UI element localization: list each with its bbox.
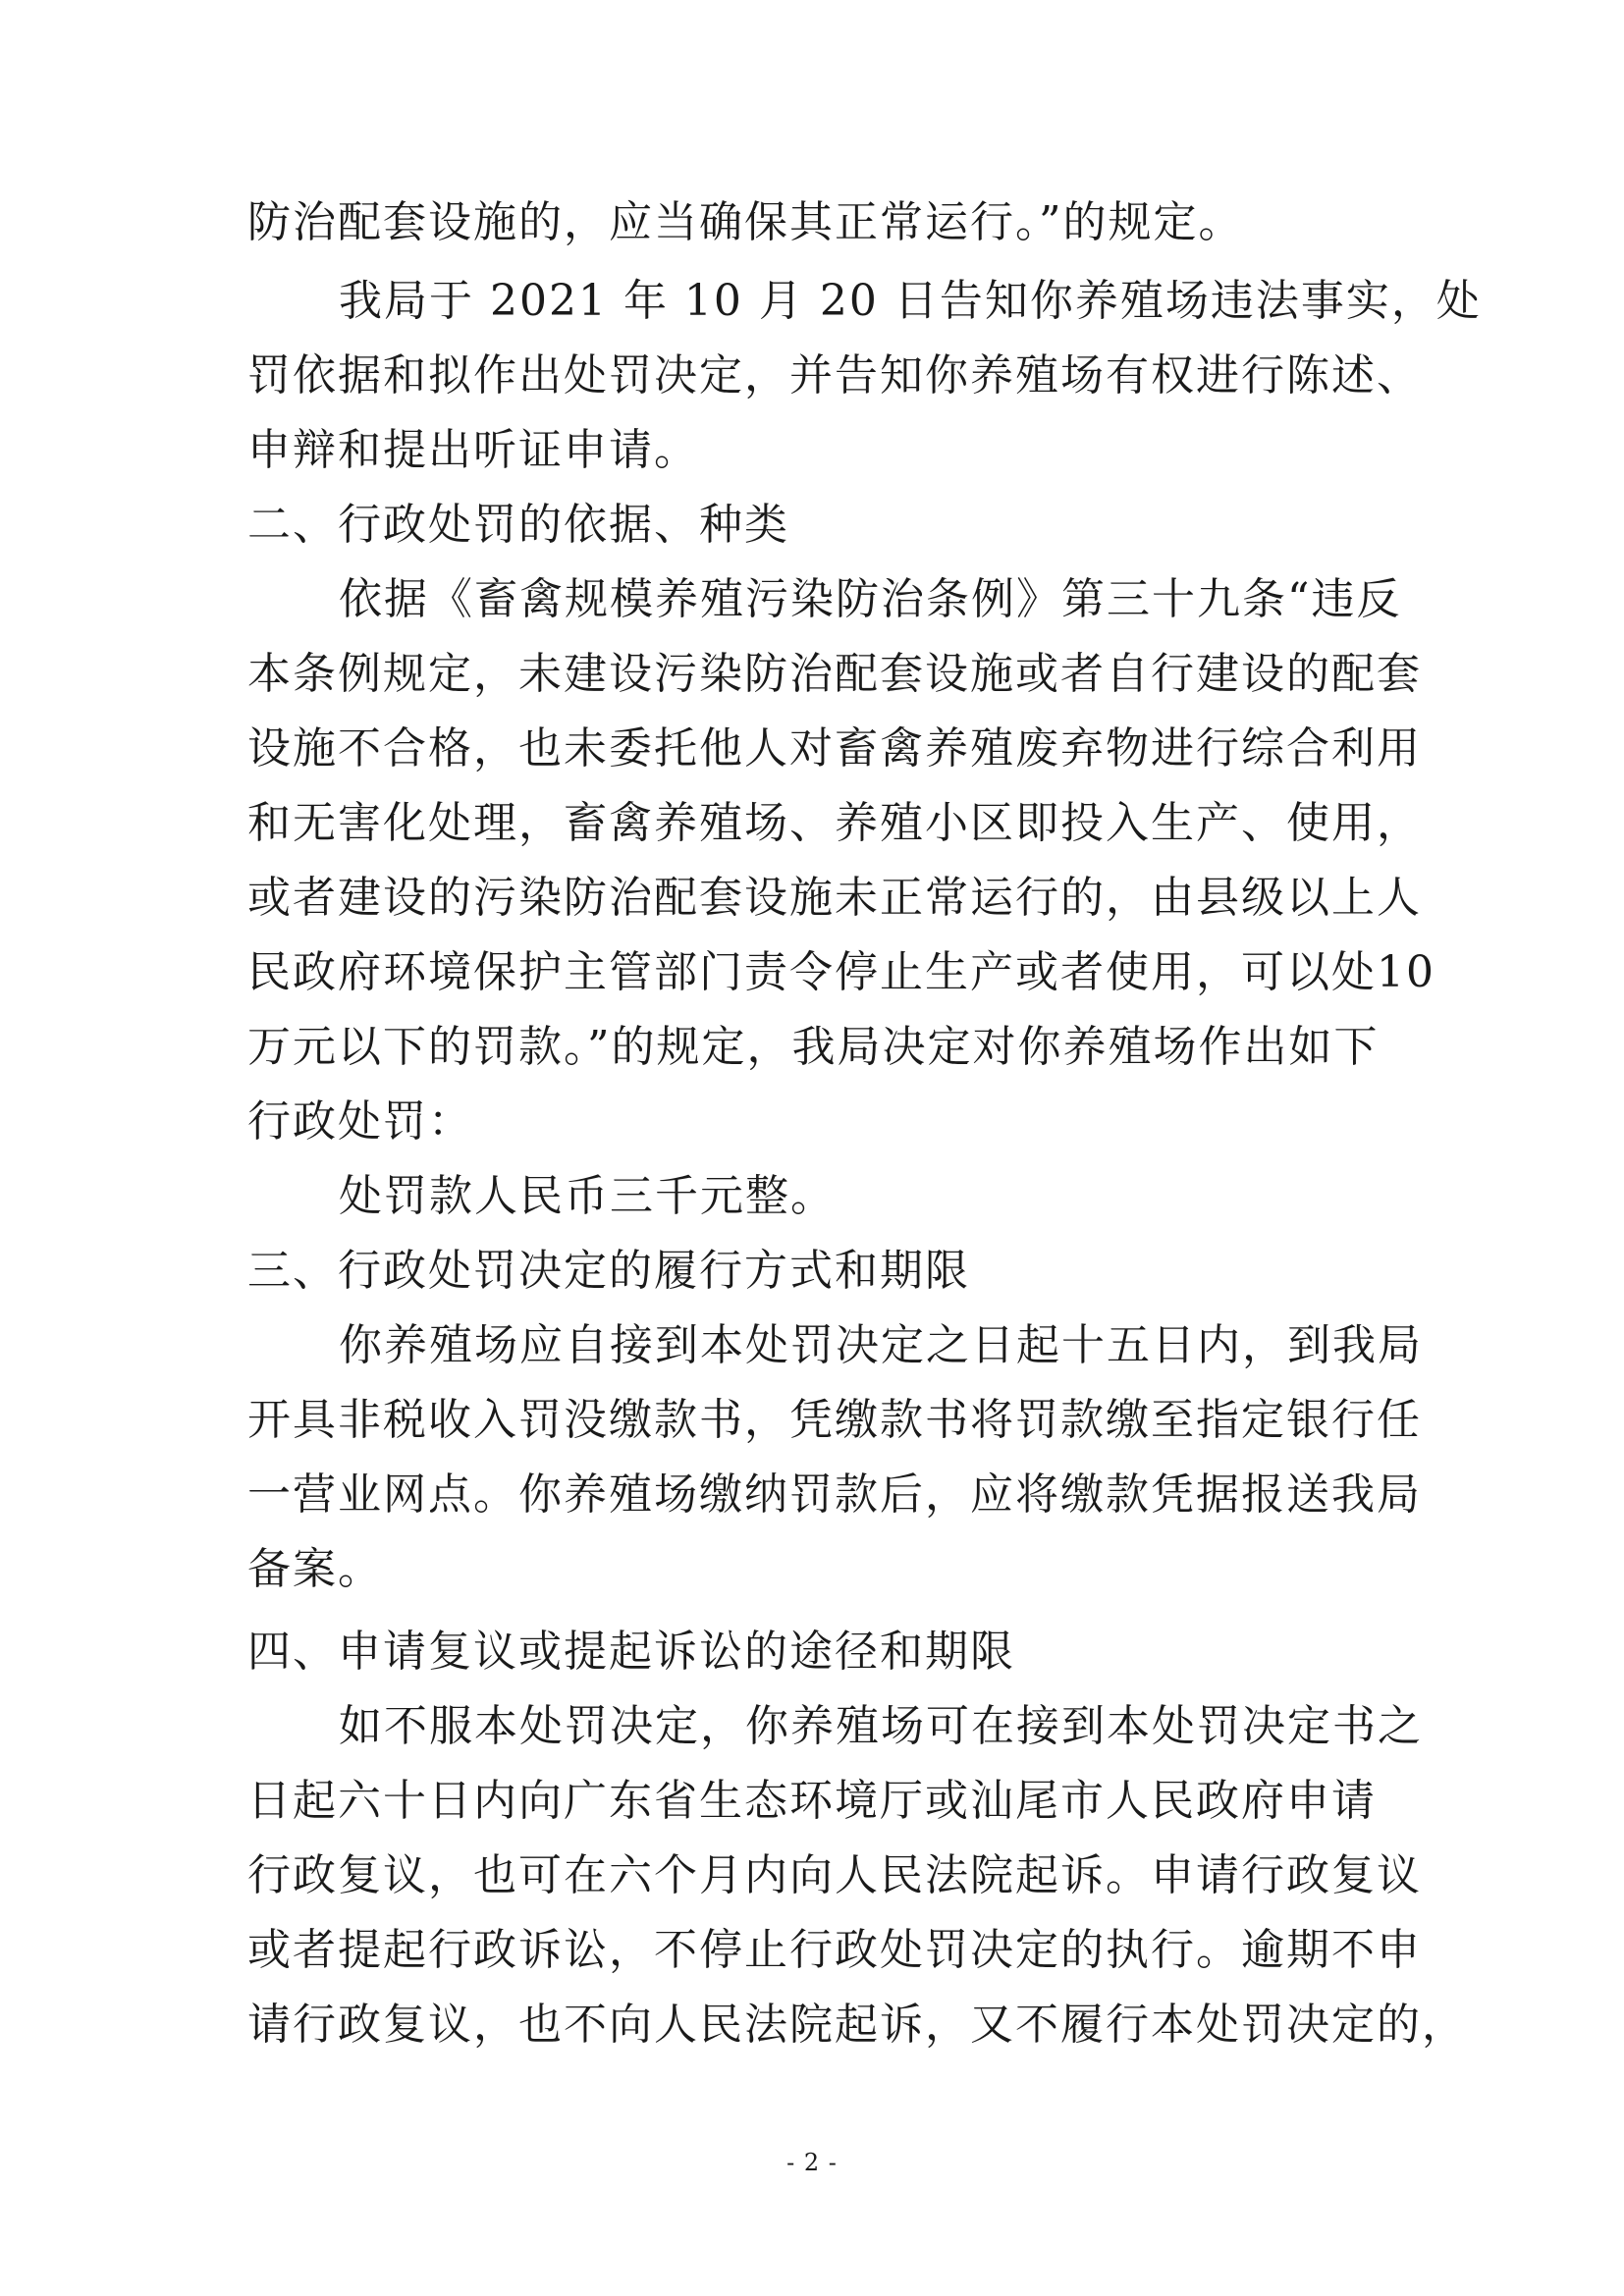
text-line: 你养殖场应自接到本处罚决定之日起十五日内，到我局: [339, 1320, 1423, 1370]
text-line: 处罚款人民币三千元整。: [339, 1171, 836, 1221]
text-line: 万元以下的罚款。”的规定，我局决定对你养殖场作出如下: [247, 1022, 1380, 1072]
text-line: 行政处罚：: [247, 1096, 473, 1147]
text-line: 或者提起行政诉讼，不停止行政处罚决定的执行。逾期不申: [247, 1925, 1422, 1975]
text-line: 行政复议，也可在六个月内向人民法院起诉。申请行政复议: [247, 1850, 1422, 1900]
text-line: 依据《畜禽规模养殖污染防治条例》第三十九条“违反: [339, 574, 1402, 624]
section-heading: 二、行政处罚的依据、种类: [247, 500, 789, 550]
text-line: 罚依据和拟作出处罚决定，并告知你养殖场有权进行陈述、: [247, 350, 1422, 400]
text-line: 一营业网点。你养殖场缴纳罚款后，应将缴款凭据报送我局: [247, 1469, 1422, 1520]
text-line: 或者建设的污染防治配套设施未正常运行的，由县级以上人: [247, 873, 1422, 923]
text-line: 开具非税收入罚没缴款书，凭缴款书将罚款缴至指定银行任: [247, 1395, 1422, 1445]
text-line: 请行政复议，也不向人民法院起诉，又不履行本处罚决定的，: [247, 2000, 1467, 2050]
section-heading: 四、申请复议或提起诉讼的途径和期限: [247, 1627, 1015, 1677]
text-line: 本条例规定，未建设污染防治配套设施或者自行建设的配套: [247, 649, 1422, 699]
page-number: - 2 -: [786, 2149, 838, 2176]
text-line: 如不服本处罚决定，你养殖场可在接到本处罚决定书之: [339, 1701, 1423, 1751]
text-line: 设施不合格，也未委托他人对畜禽养殖废弃物进行综合利用: [247, 723, 1422, 774]
text-line: 日起六十日内向广东省生态环境厅或汕尾市人民政府申请: [247, 1776, 1377, 1826]
text-line: 民政府环境保护主管部门责令停止生产或者使用，可以处10: [247, 947, 1435, 997]
text-line: 申辩和提出听证申请。: [247, 425, 699, 475]
text-line: 我局于 2021 年 10 月 20 日告知你养殖场违法事实，处: [339, 276, 1482, 326]
text-line: 备案。: [247, 1544, 383, 1594]
text-line: 和无害化处理，畜禽养殖场、养殖小区即投入生产、使用，: [247, 798, 1422, 848]
text-line: 防治配套设施的，应当确保其正常运行。”的规定。: [247, 197, 1244, 247]
section-heading: 三、行政处罚决定的履行方式和期限: [247, 1246, 970, 1296]
